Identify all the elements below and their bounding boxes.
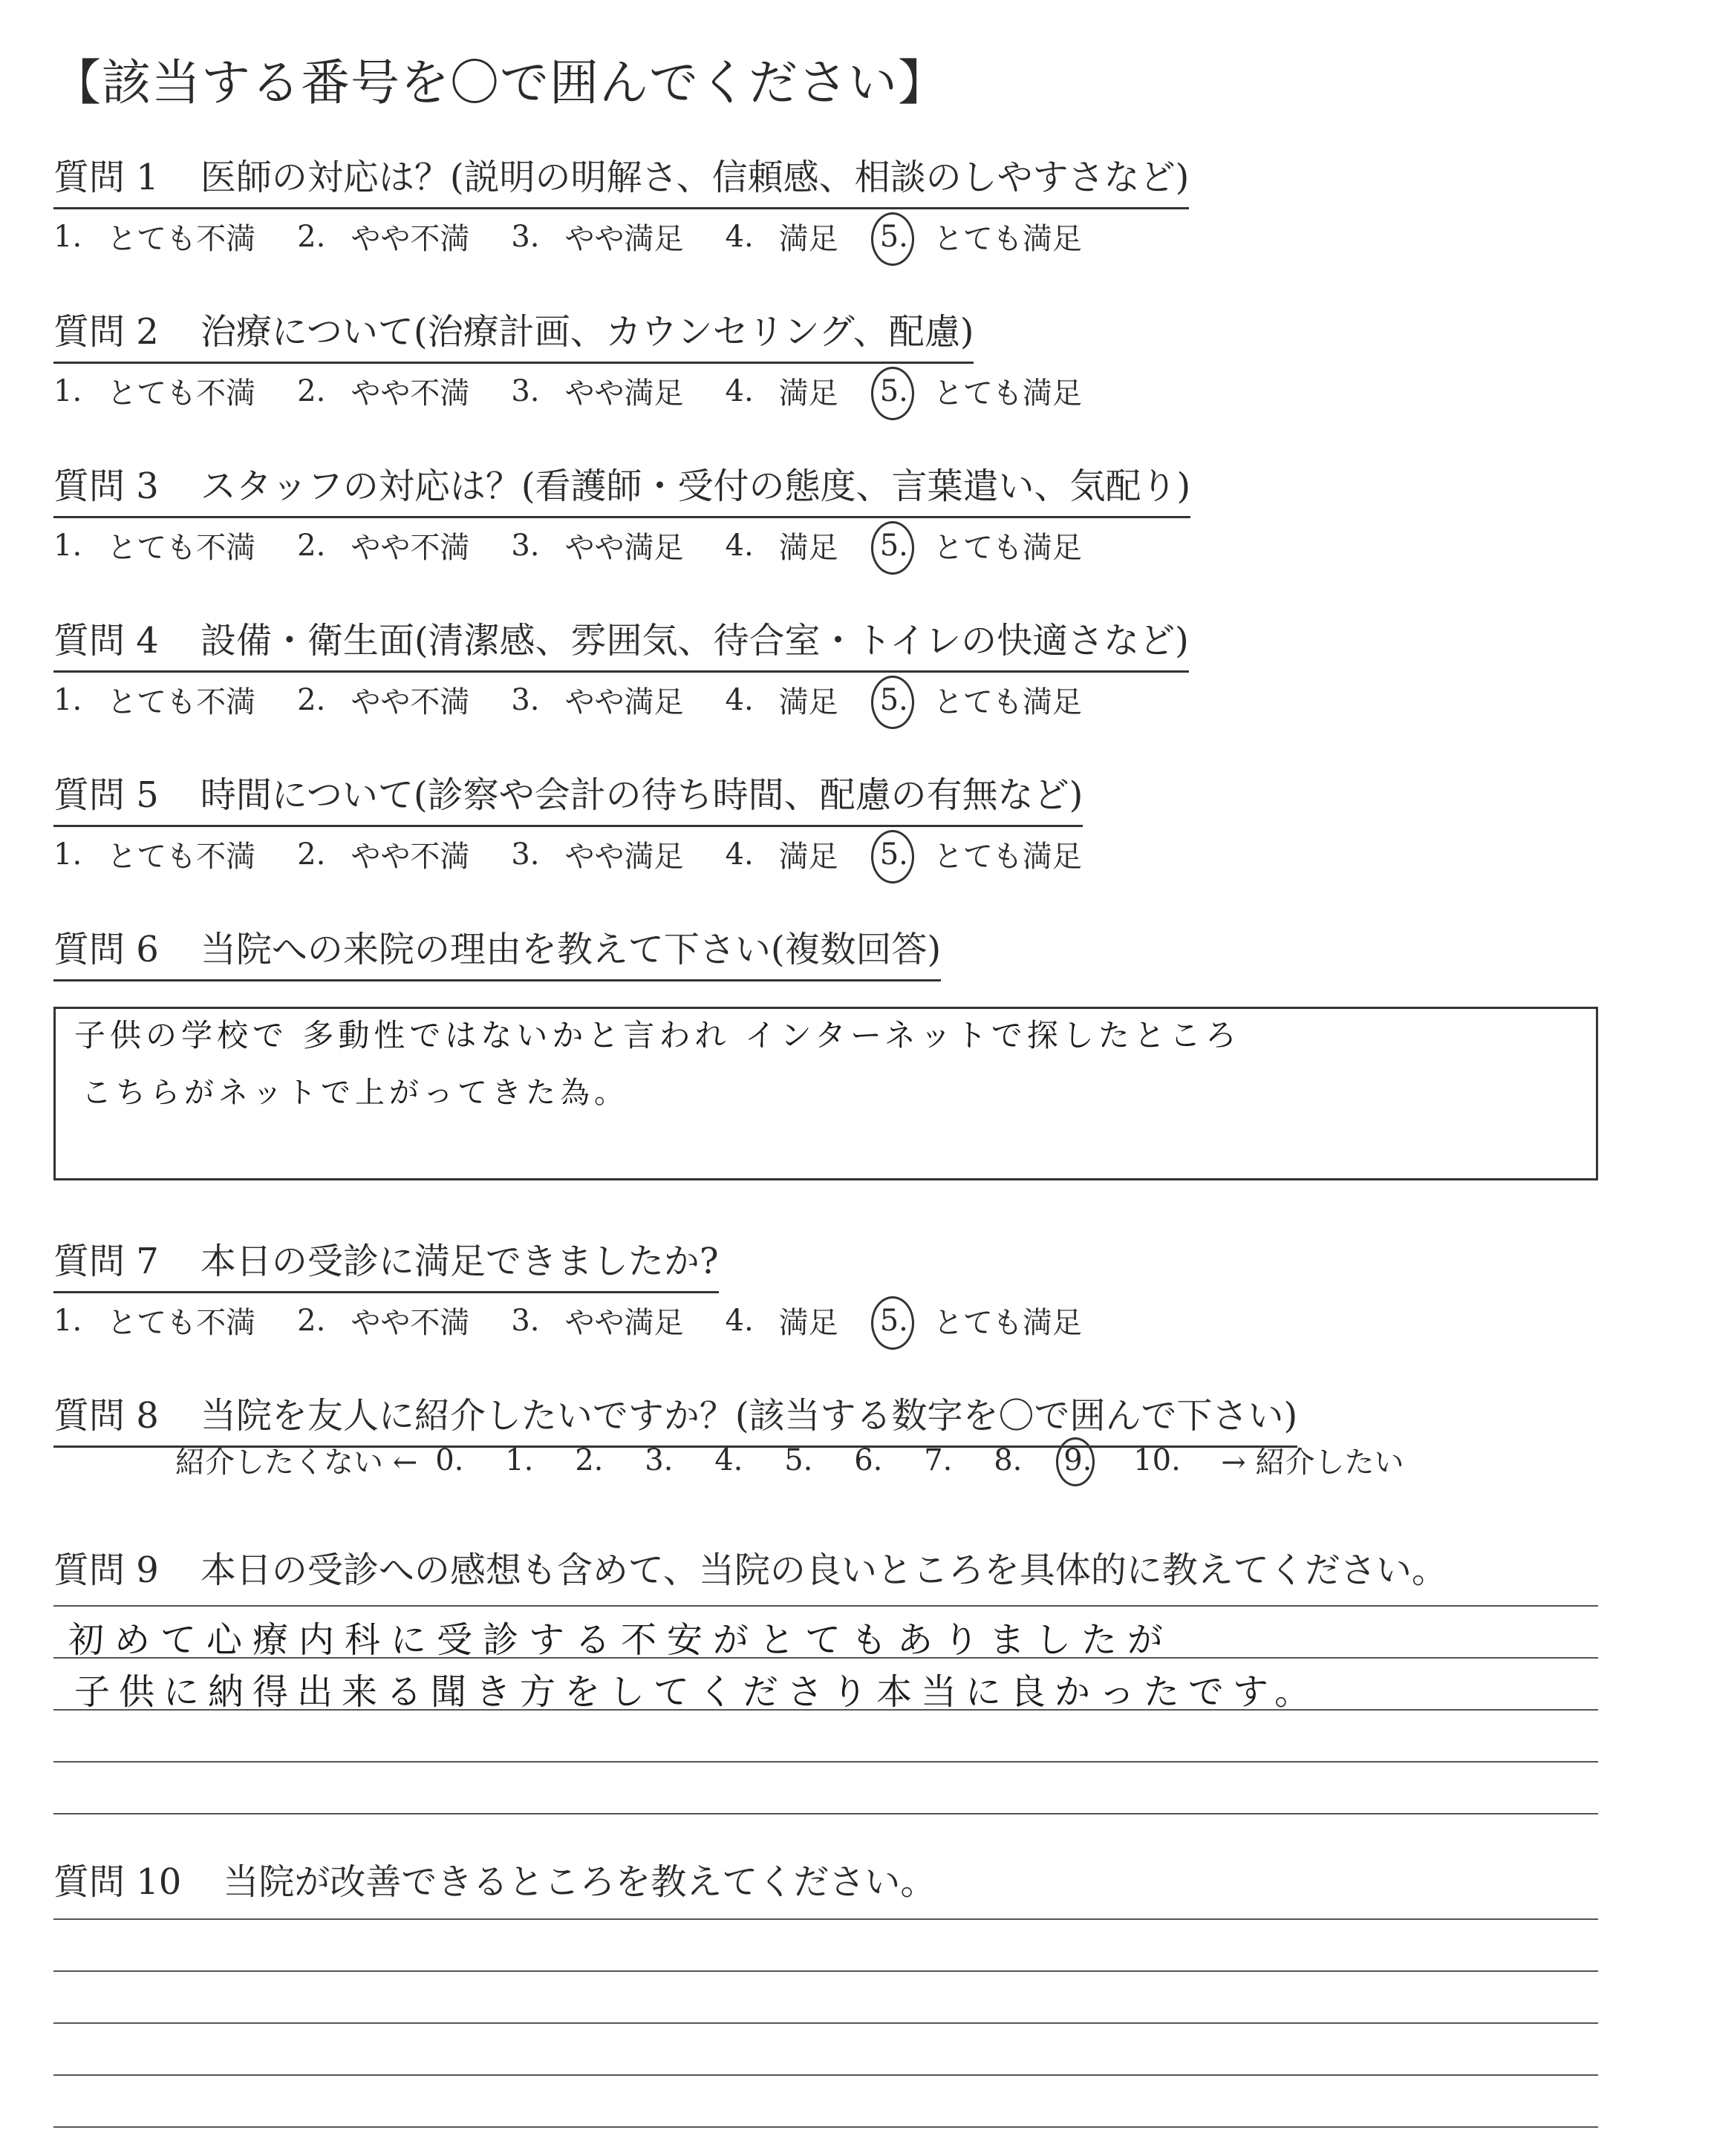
- question-title: [53, 1232, 719, 1293]
- option-1[interactable]: 1. とても不満: [53, 373, 256, 411]
- q10-ruled-line-2: [53, 1970, 1598, 1972]
- option-1[interactable]: 1. とても不満: [53, 219, 256, 256]
- question-title: [53, 612, 1189, 673]
- scale-10[interactable]: 10.: [1133, 1443, 1181, 1477]
- question-title: [53, 457, 1190, 518]
- scale-5[interactable]: 5.: [784, 1443, 813, 1477]
- question-2: [53, 303, 1082, 412]
- question-title: [53, 766, 1083, 827]
- question-text: 当院を友人に紹介したいですか？(該当する数字を〇で囲んで下さい): [200, 1395, 1298, 1437]
- scale-4[interactable]: 4.: [714, 1443, 743, 1477]
- scale-2[interactable]: 2.: [575, 1443, 604, 1477]
- option-3[interactable]: 3. やや満足: [511, 837, 684, 874]
- question-text: 本日の受診に満足できましたか?: [200, 1241, 719, 1282]
- scale-7[interactable]: 7.: [924, 1443, 953, 1477]
- option-2[interactable]: 2. やや不満: [297, 682, 470, 719]
- question-text: 時間について(診察や会計の待ち時間、配慮の有無など): [200, 774, 1083, 816]
- question-3: [53, 457, 1190, 566]
- option-3[interactable]: 3. やや満足: [511, 1303, 684, 1340]
- question-number: 質問 4: [53, 620, 159, 662]
- question-text: 設備・衛生面(清潔感、雰囲気、待合室・トイレの快適さなど): [200, 620, 1189, 662]
- question-number: 質問 6: [53, 929, 159, 970]
- form-header: 【該当する番号を〇で囲んでください】: [52, 54, 948, 111]
- q10-ruled-line-3: [53, 2022, 1598, 2024]
- option-1[interactable]: 1. とても不満: [53, 528, 256, 565]
- question-10: [53, 1853, 936, 1904]
- rating-options: [53, 1299, 1082, 1342]
- question-1: [53, 148, 1189, 258]
- option-2[interactable]: 2. やや不満: [297, 528, 470, 565]
- option-3[interactable]: 3. やや満足: [511, 219, 684, 256]
- rating-options: [53, 370, 1082, 412]
- option-5-circled[interactable]: 5. とても満足: [879, 837, 1082, 874]
- question-title: [53, 1853, 936, 1904]
- q8-referral-scale: [157, 1439, 1421, 1481]
- question-number: 質問 10: [53, 1861, 182, 1903]
- option-5-circled[interactable]: 5. とても満足: [879, 1303, 1082, 1340]
- option-2[interactable]: 2. やや不満: [297, 219, 470, 256]
- question-title: [53, 1541, 1447, 1592]
- option-4[interactable]: 4. 満足: [725, 837, 838, 874]
- question-text: 医師の対応は？(説明の明解さ、信頼感、相談のしやすさなど): [200, 157, 1190, 198]
- option-3[interactable]: 3. やや満足: [511, 373, 684, 411]
- rating-options: [53, 679, 1189, 721]
- question-9: [53, 1541, 1447, 1592]
- option-1[interactable]: 1. とても不満: [53, 837, 256, 874]
- option-4[interactable]: 4. 満足: [725, 1303, 838, 1340]
- q6-handwritten-line-1: 子供の学校で 多動性ではないかと言われ インターネットで探したところ: [74, 1017, 1241, 1054]
- question-text: 当院が改善できるところを教えてください。: [223, 1861, 936, 1903]
- option-5-circled[interactable]: 5. とても満足: [879, 373, 1082, 411]
- scale-3[interactable]: 3.: [645, 1443, 674, 1477]
- option-5-circled[interactable]: 5. とても満足: [879, 528, 1082, 565]
- option-4[interactable]: 4. 満足: [725, 528, 838, 565]
- question-title: [53, 303, 974, 364]
- rating-options: [53, 833, 1083, 875]
- q10-ruled-line-5: [53, 2126, 1598, 2128]
- scale-right-label: → 紹介したい: [1221, 1446, 1404, 1480]
- option-4[interactable]: 4. 満足: [725, 682, 838, 719]
- q10-ruled-line-1: [53, 1918, 1598, 1920]
- q9-handwritten-line-1: 初めて心療内科に受診する不安がとてもありましたが: [68, 1619, 1174, 1661]
- q9-ruled-line-5: [53, 1813, 1598, 1814]
- question-text: 治療について(治療計画、カウンセリング、配慮): [200, 311, 974, 353]
- option-1[interactable]: 1. とても不満: [53, 1303, 256, 1340]
- option-1[interactable]: 1. とても不満: [53, 682, 256, 719]
- question-number: 質問 5: [53, 774, 159, 816]
- question-4: [53, 612, 1189, 721]
- question-5: [53, 766, 1083, 875]
- scale-1[interactable]: 1.: [505, 1443, 534, 1477]
- question-title: [53, 148, 1189, 209]
- q6-handwritten-line-2: こちらがネットで上がってきた為。: [82, 1076, 628, 1110]
- question-number: 質問 1: [53, 157, 159, 198]
- q9-ruled-line-1: [53, 1605, 1598, 1607]
- option-4[interactable]: 4. 満足: [725, 373, 838, 411]
- option-2[interactable]: 2. やや不満: [297, 1303, 470, 1340]
- question-number: 質問 2: [53, 311, 159, 353]
- option-5-circled[interactable]: 5. とても満足: [879, 219, 1082, 256]
- question-number: 質問 9: [53, 1549, 159, 1591]
- question-number: 質問 8: [53, 1395, 159, 1437]
- scale-8[interactable]: 8.: [994, 1443, 1023, 1477]
- question-number: 質問 3: [53, 466, 159, 507]
- rating-options: [53, 215, 1189, 258]
- q9-ruled-line-4: [53, 1761, 1598, 1763]
- q9-handwritten-line-2: 子供に納得出来る聞き方をしてくださり本当に良かったです。: [74, 1671, 1320, 1713]
- scale-left-label: 紹介したくない ←: [175, 1446, 418, 1480]
- option-3[interactable]: 3. やや満足: [511, 682, 684, 719]
- question-7: [53, 1232, 1082, 1342]
- option-5-circled[interactable]: 5. とても満足: [879, 682, 1082, 719]
- scale-9-circled[interactable]: 9.: [1063, 1443, 1133, 1477]
- option-2[interactable]: 2. やや不満: [297, 837, 470, 874]
- question-6: [53, 921, 941, 981]
- question-text: スタッフの対応は？(看護師・受付の態度、言葉遣い、気配り): [200, 466, 1191, 507]
- question-title: [53, 921, 941, 981]
- q10-ruled-line-4: [53, 2074, 1598, 2076]
- scale-6[interactable]: 6.: [854, 1443, 883, 1477]
- option-4[interactable]: 4. 満足: [725, 219, 838, 256]
- question-text: 本日の受診への感想も含めて、当院の良いところを具体的に教えてください。: [200, 1549, 1447, 1591]
- option-2[interactable]: 2. やや不満: [297, 373, 470, 411]
- option-3[interactable]: 3. やや満足: [511, 528, 684, 565]
- question-text: 当院への来院の理由を教えて下さい(複数回答): [200, 929, 942, 970]
- question-number: 質問 7: [53, 1241, 159, 1282]
- rating-options: [53, 524, 1190, 566]
- scale-0[interactable]: 0.: [435, 1443, 464, 1477]
